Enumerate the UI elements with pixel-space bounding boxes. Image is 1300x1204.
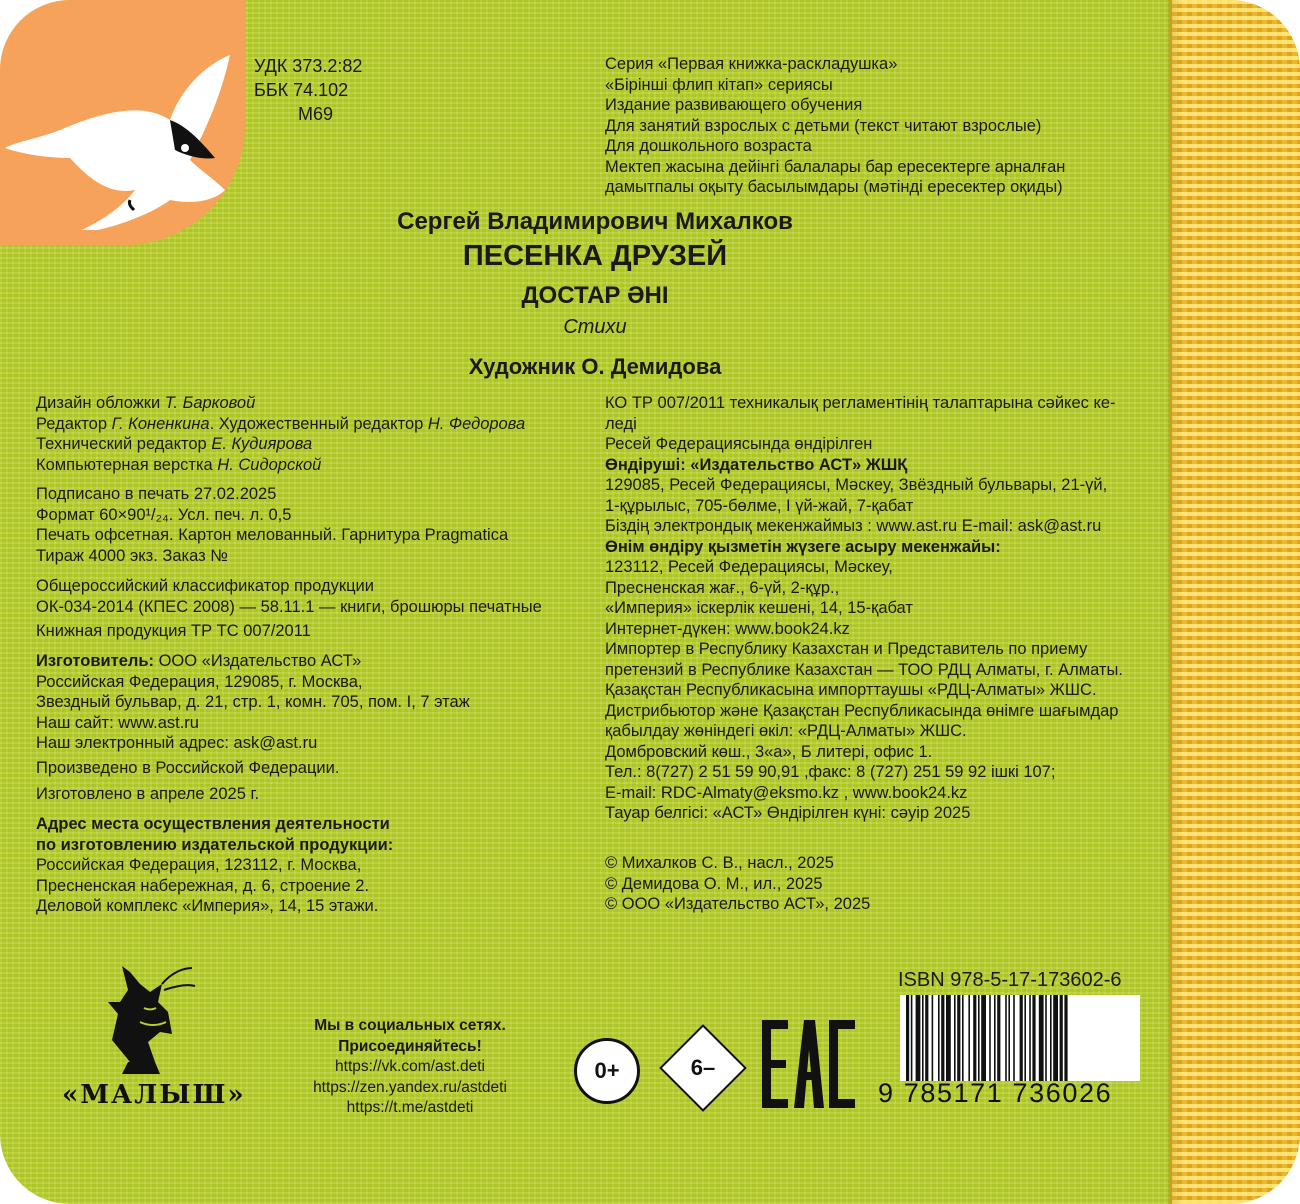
- series-line: «Бірінші флип кітап» сериясы: [605, 75, 833, 94]
- service-line: Дистрибьютор және Қазақстан Республикасында өнімге шағымдар: [605, 701, 1119, 720]
- classifier-line: ОК-034-2014 (КПЕС 2008) — 58.11.1 — книги, брошюры печатные: [36, 597, 542, 616]
- service-heading: Өнім өндіру қызметін жүзеге асыру мекенжайы:: [605, 537, 1001, 556]
- barcode-bar: [938, 995, 940, 1081]
- tr-kz-line: леді: [605, 414, 637, 433]
- activity-line: Пресненская набережная, д. 6, строение 2.: [36, 876, 370, 895]
- barcode-bar: [989, 995, 991, 1081]
- classifier-line: Общероссийский классификатор продукции: [36, 577, 374, 595]
- barcode-bar: [978, 995, 980, 1081]
- barcode-bar: [962, 995, 964, 1081]
- barcode-bar: [906, 995, 909, 1081]
- print-line: Тираж 4000 экз. Заказ №: [36, 546, 228, 565]
- right-column: [605, 393, 1123, 824]
- copyright-line: © Михалков С. В., насл., 2025: [605, 854, 834, 872]
- print-line: Печать офсетная. Картон мелованный. Гарнитура Pragmatica: [36, 526, 509, 544]
- illustrator: Художник О. Демидова: [468, 354, 722, 379]
- service-line: Пресненская жағ., 6-үй, 2-құр.,: [605, 578, 840, 597]
- barcode-bar: [916, 995, 921, 1081]
- producer-heading: Өндіруші: «Издательство АСТ» ЖШҚ: [605, 455, 908, 474]
- social-heading: Присоединяйтесь!: [338, 1037, 482, 1055]
- barcode-bar: [994, 995, 996, 1081]
- producer-line: Біздің электрондық мекенжаймыз : www.ast.ru E-mail: ask@ast.ru: [605, 517, 1102, 535]
- tr-kz-line: КО ТР 007/2011 техникалық регламентінің талаптарына сәйкес ке-: [605, 394, 1116, 412]
- activity-line: Российская Федерация, 123112, г. Москва,: [36, 856, 362, 874]
- barcode-bar: [1064, 995, 1067, 1081]
- producer-line: 129085, Ресей Федерациясы, Мәскеу, Звёздный бульвары, 21-үй,: [605, 476, 1108, 494]
- barcode-bar: [1024, 995, 1026, 1081]
- copyright-line: © ООО «Издательство АСТ», 2025: [605, 895, 871, 913]
- credit-line: Компьютерная верстка Н. Сидорской: [36, 455, 322, 474]
- barcode-icon: [900, 995, 1140, 1081]
- manufacturer-line: Наш электронный адрес: ask@ast.ru: [36, 734, 318, 752]
- service-line: 123112, Ресей Федерациясы, Мәскеу,: [605, 558, 893, 576]
- barcode-bar: [946, 995, 951, 1081]
- author-name: Сергей Владимирович Михалков: [397, 208, 793, 235]
- barcode-bar: [1039, 995, 1044, 1081]
- manufacturer-heading: Изготовитель: ООО «Издательство АСТ»: [36, 652, 362, 670]
- barcode-bar: [957, 995, 960, 1081]
- credit-line: Редактор Г. Коненкина. Художественный редактор Н. Федорова: [36, 414, 526, 433]
- series-line: дамытпалы оқыту басылымдары (мәтінді ересектер оқиды): [605, 178, 1063, 196]
- isbn: ISBN 978-5-17-173602-6: [898, 969, 1122, 991]
- spine-edge: [1170, 0, 1300, 1204]
- service-line: претензий в Республике Казахстан — ТОО РДЦ Алматы, г. Алматы.: [605, 660, 1123, 679]
- activity-address: [36, 814, 393, 917]
- barcode-bar: [997, 995, 1000, 1081]
- activity-line: Деловой комплекс «Империя», 14, 15 этажи.: [36, 897, 379, 915]
- manufacturer-line: Российская Федерация, 129085, г. Москва,: [36, 672, 363, 691]
- service-line: Қазақстан Республикасына импорттаушы «РДЦ-Алматы» ЖШС.: [605, 681, 1097, 699]
- eac-icon: [762, 1020, 857, 1110]
- series-line: Для дошкольного возраста: [605, 137, 812, 155]
- copyright-line: © Демидова О. М., ил., 2025: [605, 874, 823, 893]
- barcode-bar: [1050, 995, 1052, 1081]
- barcode-bar: [1020, 995, 1023, 1081]
- classifier-block: [36, 576, 542, 617]
- barcode-bar: [954, 995, 956, 1081]
- produced-in: Произведено в Российской Федерации.: [36, 759, 340, 777]
- credits-block: [36, 393, 525, 475]
- barcode-bar: [1029, 995, 1031, 1081]
- service-line: Импортер в Республику Казахстан и Представитель по приему: [605, 640, 1088, 658]
- barcode-bar: [1053, 995, 1058, 1081]
- barcode-bar: [968, 995, 970, 1081]
- service-line: Интернет-дүкен: www.book24.kz: [605, 619, 850, 638]
- m-code: М69: [298, 104, 334, 124]
- barcode-bar: [932, 995, 934, 1081]
- manufacturer-line: Звездный бульвар, д. 21, стр. 1, комн. 705, пом. I, 7 этаж: [36, 693, 470, 711]
- age-badge-0plus: 0+: [574, 1038, 640, 1104]
- cat-logo-icon: [100, 962, 200, 1082]
- service-line: Тел.: 8(727) 2 51 59 90,91 ,факс: 8 (727) 251 59 92 ішкі 107;: [605, 763, 1056, 781]
- series-line: Мектеп жасына дейінгі балалары бар ересектерге арналған: [605, 157, 1066, 176]
- tr-ts-line: Книжная продукция ТР ТС 007/2011: [36, 622, 311, 640]
- service-line: «Империя» іскерлік кешені, 14, 15-қабат: [605, 599, 913, 617]
- series-info: [605, 54, 1065, 198]
- age-badge-6minus: 6–: [659, 1024, 747, 1112]
- service-line: Домбровский көш., 3«а», Б литері, офис 1.: [605, 742, 933, 761]
- credit-line: Дизайн обложки Т. Барковой: [36, 394, 256, 412]
- barcode-bar: [911, 995, 913, 1081]
- producer-line: 1-құрылыс, 705-бөлме, I үй-жай, 7-қабат: [605, 496, 914, 515]
- barcode-bar: [1005, 995, 1007, 1081]
- social-heading: Мы в социальных сетях.: [314, 1017, 506, 1034]
- spine-shadow: [1168, 0, 1182, 1204]
- series-line: Серия «Первая книжка-раскладушка»: [605, 55, 898, 73]
- barcode-bar: [925, 995, 928, 1081]
- book-title-kz: ДОСТАР ӘНІ: [521, 282, 669, 309]
- barcode-bar: [1008, 995, 1010, 1081]
- social-link-zen[interactable]: https://zen.yandex.ru/astdeti: [313, 1078, 507, 1096]
- barcode-digits: 9 785171 736026: [878, 1078, 1113, 1108]
- barcode-bar: [1045, 995, 1047, 1081]
- service-line: E-mail: RDC-Almaty@eksmo.kz , www.book24.kz: [605, 783, 968, 802]
- logo-text: «МАЛЫШ»: [62, 1080, 246, 1110]
- credit-line: Технический редактор Е. Кудиярова: [36, 435, 313, 453]
- series-line: Для занятий взрослых с детьми (текст читают взрослые): [605, 116, 1042, 135]
- book-title-ru: ПЕСЕНКА ДРУЗЕЙ: [462, 240, 728, 272]
- print-line: Подписано в печать 27.02.2025: [36, 485, 277, 503]
- social-link-telegram[interactable]: https://t.me/astdeti: [346, 1099, 474, 1116]
- udk-code: УДК 373.2:82: [254, 56, 363, 76]
- social-link-vk[interactable]: https://vk.com/ast.deti: [335, 1058, 485, 1075]
- manufacturer-line: Наш сайт: www.ast.ru: [36, 713, 199, 732]
- book-genre: Стихи: [563, 316, 627, 338]
- barcode-bar: [922, 995, 924, 1081]
- bird-icon: [0, 30, 240, 230]
- service-line: қабылдау жөніндегі өкіл: «РДЦ-Алматы» ЖШС.: [605, 722, 967, 740]
- bbk-code: ББК 74.102: [254, 80, 349, 100]
- manufactured-date: Изготовлено в апреле 2025 г.: [36, 785, 260, 803]
- made-in-kz: Ресей Федерациясында өндірілген: [605, 435, 873, 453]
- barcode-bar: [1060, 995, 1063, 1081]
- print-info: [36, 484, 508, 566]
- service-line: Тауар белгісі: «АСТ» Өндірілген күні: сәуір 2025: [605, 804, 971, 822]
- social-block: [285, 1016, 535, 1119]
- barcode-bar: [941, 995, 944, 1081]
- activity-heading: по изготовлению издательской продукции:: [36, 835, 394, 854]
- manufacturer-block: [36, 651, 470, 754]
- barcode-bar: [973, 995, 976, 1081]
- barcode-bar: [1032, 995, 1035, 1081]
- print-line: Формат 60×90¹/₂₄. Усл. печ. л. 0,5: [36, 505, 292, 524]
- series-line: Издание развивающего обучения: [605, 96, 863, 114]
- barcode-bar: [981, 995, 986, 1081]
- copyrights: [605, 853, 870, 915]
- activity-heading: Адрес места осуществления деятельности: [36, 815, 390, 833]
- barcode-bar: [1013, 995, 1015, 1081]
